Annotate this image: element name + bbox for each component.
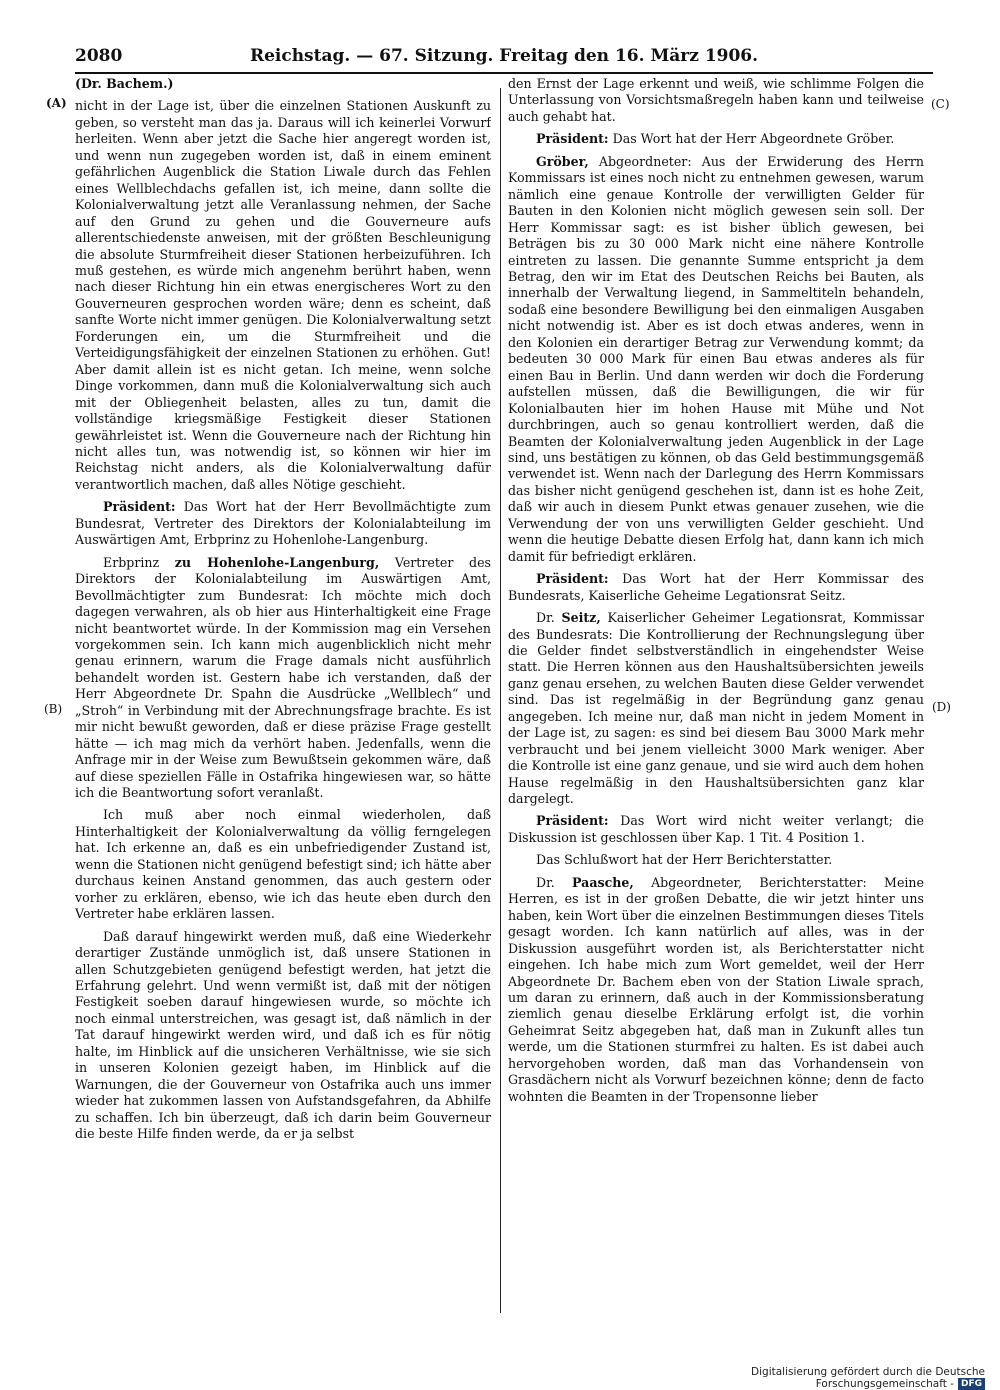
- footer-text: Digitalisierung gefördert durch die Deutsche Forschungsgemeinschaft -: [751, 1366, 985, 1390]
- speaker-name: Präsident:: [103, 499, 176, 515]
- paragraph: Präsident: Das Wort hat der Herr Bevollmächtigte zum Bundesrat, Vertreter des Direktors der Kolonialabteilung im Auswärtigen Amt, Erbprinz zu Hohenlohe-Langenburg.: [75, 499, 491, 548]
- paragraph: Präsident: Das Wort hat der Herr Kommissar des Bundesrats, Kaiserliche Geheime Legationsrat Seitz.: [508, 571, 924, 603]
- speaker-name: Präsident:: [536, 813, 609, 829]
- page-header: [75, 42, 933, 72]
- speaker-attribution: (Dr. Bachem.): [75, 76, 174, 91]
- speaker-name: Präsident:: [536, 571, 609, 587]
- paragraph: Daß darauf hingewirkt werden muß, daß eine Wiederkehr derartiger Zustände unmöglich ist, daß unsere Stationen in allen Schutzgebieten genügend befestigt werden, hat jetzt die Erfahrung gelehrt. Und wenn vermißt ist, daß mit der nötigen Festigkeit soeben darauf hingewiesen wurde, so möchte ich noch einmal unterstreichen, was gesagt ist, daß nämlich in der Tat darauf hingewirkt werden wird, und daß ich es für nötig halte, im Hinblick auf die unsicheren Verhältnisse, wie sie sich in unseren Kolonien gezeigt haben, im Hinblick auf die Warnungen, die der Gouverneur von Ostafrika auch uns immer wieder hat zukommen lassen von Aufstandsgefahren, da Abhilfe zu schaffen. Ich bin überzeugt, daß ich darin beim Gouverneur die beste Hilfe finden werde, da er ja selbst: [75, 928, 491, 1142]
- paragraph: Präsident: Das Wort hat der Herr Abgeordnete Gröber.: [536, 131, 895, 147]
- speaker-name: zu Hohenlohe-Langenburg,: [174, 554, 380, 570]
- speaker-name: Seitz,: [561, 610, 601, 626]
- speaker-name: Gröber,: [536, 153, 589, 169]
- paragraph: nicht in der Lage ist, über die einzelnen Stationen Auskunft zu geben, so versteht man das ja. Daraus will ich keinerlei Vorwurf herleiten. Wenn aber jetzt die Sache hier angeregt worden ist, und wenn nun zugegeben worden ist, daß in einem eminent gefährlichen Augenblick die Station Liwale durch das Fehlen eines Wellblechdachs gefallen ist, ich meine, dann sollte die Kolonialverwaltung jetzt alle Veranlassung nehmen, der Sache auf den Grund zu gehen und die Gouverneure aufs allerentschiedenste anweisen, mit der größten Beschleunigung die absolute Sturmfreiheit dieser Stationen herbeizuführen. Ich muß gestehen, es würde mich angenehm berührt haben, wenn nach dieser Richtung hin ein etwas energischeres Wort zu den Gouverneuren gesprochen worden wäre; denn es scheint, daß sanfte Worte nicht immer genügen. Die Kolonialverwaltung setzt Forderungen ein, um die Sturmfreiheit und die Verteidigungsfähigkeit der einzelnen Stationen zu erhöhen. Gut! Aber damit allein ist es nicht getan. Ich meine, wenn solche Dinge vorkommen, dann muß die Kolonialverwaltung sich auch mit der Obliegenheit belasten, alles zu tun, damit die vollständige kriegsmäßige Festigkeit dieser Stationen gewährleistet ist. Wenn die Gouverneure nach der Richtung hin nicht alles tun, was notwendig ist, so können wir hier im Reichstag nicht anders, als die Kolonialverwaltung dafür verantwortlich machen, daß alles Nötige geschieht.: [75, 98, 491, 492]
- paragraph: Erbprinz zu Hohenlohe-Langenburg, Vertreter des Direktors der Kolonialabteilung im Auswärtigen Amt, Bevollmächtigter zum Bundesrat: Ich möchte mich doch dagegen verwahren, als ob hier aus Hinterhaltigkeit eine Frage nicht beantwortet würde. In der Kommission mag ein Versehen vorgekommen sein. Ich kann mich augenblicklich nicht mehr genau erinnern, warum die Frage damals nicht ausführlich behandelt worden ist. Gestern habe ich verstanden, daß der Herr Abgeordnete Dr. Spahn die Ausdrücke „Wellblech“ und „Stroh“ in Verbindung mit der Abrechnungsfrage brachte. Es ist mir nicht bewußt geworden, daß er diese präzise Frage gestellt hätte — ich mag mich da verhört haben. Jedenfalls, wenn die Anfrage mir in der Weise zum Bewußtsein gekommen wäre, daß auf diese speziellen Fälle in Ostafrika hingewiesen war, so hätte ich die Beantwortung sofort veranlaßt.: [75, 554, 491, 801]
- margin-marker-b: (B): [44, 702, 63, 716]
- digitization-footer: [640, 1366, 985, 1390]
- margin-marker-a: (A): [46, 96, 67, 110]
- paragraph: Ich muß aber noch einmal wiederholen, daß Hinterhaltigkeit der Kolonialverwaltung da völlig ferngelegen hat. Ich erkenne an, daß es ein unbefriedigender Zustand ist, wenn die Stationen nicht genügend befestigt sind; ich hätte aber durchaus keinen Anstand genommen, das auch gestern oder vorher zu erklären, ebenso, wie ich das heute eben durch den Vertreter habe erklären lassen.: [75, 807, 491, 922]
- paragraph: Präsident: Das Wort wird nicht weiter verlangt; die Diskussion ist geschlossen über Kap. 1 Tit. 4 Position 1.: [508, 813, 924, 845]
- paragraph: Das Schlußwort hat der Herr Berichterstatter.: [536, 852, 833, 868]
- dfg-logo: DFG: [958, 1378, 985, 1390]
- speaker-name: Präsident:: [536, 131, 609, 147]
- margin-marker-d: (D): [932, 700, 951, 714]
- column-divider: [500, 88, 501, 1313]
- header-rule: [75, 72, 933, 74]
- speaker-name: Paasche,: [572, 874, 634, 890]
- paragraph: Gröber, Abgeordneter: Aus der Erwiderung des Herrn Kommissars ist eines noch nicht zu entnehmen gewesen, warum nämlich eine genaue Kontrolle der verwilligten Gelder für Bauten in den Kolonien nicht möglich gewesen sein soll. Der Herr Kommissar sagt: es ist bisher üblich gewesen, bei Beträgen bis zu 30 000 Mark nicht eine nähere Kontrolle eintreten zu lassen. Die genannte Summe entspricht ja dem Betrag, den wir im Etat des Deutschen Reichs bei Bauten, als innerhalb der Verwaltung liegend, in Sammeltiteln behandeln, sodaß eine besondere Bewilligung bei den einmaligen Ausgaben nicht notwendig ist. Aber es ist doch etwas anderes, wenn in den Kolonien ein derartiger Betrag zur Verwendung kommt; da bedeuten 30 000 Mark für einen Bau etwas anderes als für einen Bau in Berlin. Und dann werden wir doch die Forderung aufstellen müssen, daß die Bewilligungen, die wir für Kolonialbauten hier im hohen Hause mit Mühe und Not durchbringen, auch so genau kontrolliert werden, daß die Beamten der Kolonialverwaltung jeden Augenblick in der Lage sind, uns bestätigen zu können, ob das Geld bestimmungsgemäß verwendet ist. Wenn nach der Darlegung des Herrn Kommissars das bisher nicht genügend geschehen ist, dann ist es hohe Zeit, daß wir auch in diesem Punkt etwas genauer zusehen, wie die Verwendung der von uns verwilligten Gelder geschieht. Und wenn die heutige Debatte diesen Erfolg hat, dann kann ich mich damit für befriedigt erklären.: [508, 153, 924, 564]
- page-number: 2080: [75, 46, 123, 66]
- right-column: [508, 76, 924, 1304]
- running-title: Reichstag. — 67. Sitzung. Freitag den 16. März 1906.: [249, 46, 759, 66]
- paragraph: den Ernst der Lage erkennt und weiß, wie schlimme Folgen die Unterlassung von Vorsichtsmaßregeln haben kann und teilweise auch gehabt hat.: [508, 76, 924, 124]
- left-column: [75, 76, 491, 1304]
- paragraph: Dr. Seitz, Kaiserlicher Geheimer Legationsrat, Kommissar des Bundesrats: Die Kontrollierung der Rechnungslegung über die Gelder findet selbstverständlich in eingehendster Weise statt. Die Herren können aus den Haushaltsübersichten jeweils ganz genau ersehen, zu welchen Bauten diese Gelder verwendet sind. Das ist regelmäßig in der Begründung ganz genau angegeben. Ich meine nur, daß man nicht in jedem Moment in der Lage ist, zu sagen: es sind bei diesem Bau 3000 Mark mehr verbraucht und bei jenem vielleicht 3000 Mark weniger. Aber die Kontrolle ist eine ganz genaue, und sie wird auch dem hohen Hause regelmäßig in den Haushaltsübersichten ganz klar dargelegt.: [508, 610, 924, 807]
- margin-marker-c: (C): [931, 97, 950, 111]
- paragraph: Dr. Paasche, Abgeordneter, Berichterstatter: Meine Herren, es ist in der großen Debatte, die wir jetzt hinter uns haben, kein Wort über die einzelnen Bestimmungen dieses Titels gesagt worden. Ich kann natürlich auf alles, was in der Diskussion ausgeführt worden ist, als Berichterstatter nicht eingehen. Ich habe mich zum Wort gemeldet, weil der Herr Abgeordnete Dr. Bachem eben von der Station Liwale sprach, um daran zu erinnern, daß auch in der Kommissionsberatung ziemlich genau dieselbe Erklärung erfolgt ist, die vorhin Geheimrat Seitz abgegeben hat, daß man in Zukunft alles tun werde, um die Stationen sturmfrei zu halten. Es ist dabei auch hervorgehoben worden, daß man das Vorhandensein von Grasdächern nicht als Vorwurf bezeichnen könne; denn de facto wohnten die Beamten in der Tropensonne lieber: [508, 874, 924, 1104]
